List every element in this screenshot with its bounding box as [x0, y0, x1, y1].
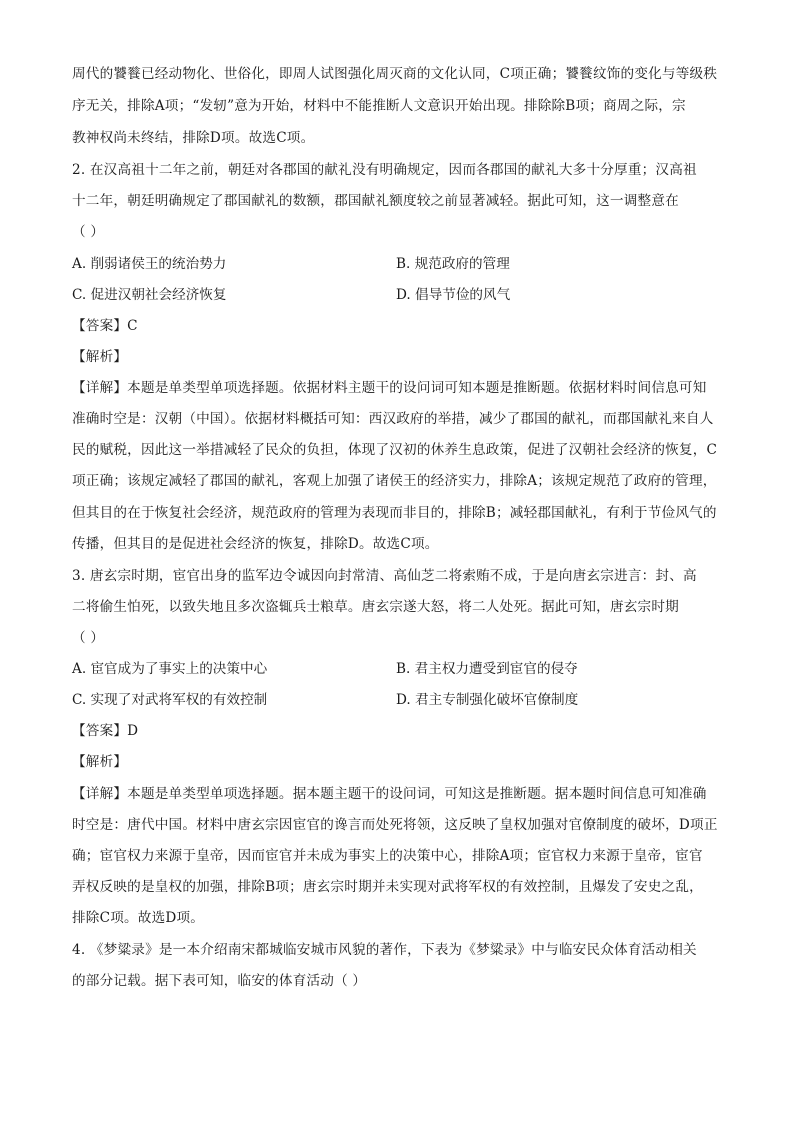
detail-line: 但其目的在于恢复社会经济，规范政府的管理为表现而非目的，排除B；减轻郡国献礼，有利于节俭风气的	[72, 505, 717, 521]
question-stem: 2. 在汉高祖十二年之前，朝廷对各郡国的献礼没有明确规定，因而各郡国的献礼大多十分厚重；汉高祖	[72, 162, 697, 178]
option-b: B. 规范政府的管理	[396, 256, 510, 272]
option-c: C. 实现了对武将军权的有效控制	[72, 692, 268, 708]
paragraph-line: 序无关，排除A项；“发轫”意为开始，材料中不能推断人文意识开始出现。排除除B项；商周之际，宗	[72, 98, 686, 114]
detail-line: 排除C项。故选D项。	[72, 910, 205, 926]
option-c: C. 促进汉朝社会经济恢复	[72, 287, 227, 303]
answer-label: 【答案】D	[72, 723, 139, 739]
analysis-label: 【解析】	[72, 349, 128, 365]
question-stem: 4. 《梦粱录》是一本介绍南宋都城临安城市风貌的著作，下表为《梦粱录》中与临安民众体育活动相关	[72, 942, 697, 958]
detail-line: 传播，但其目的是促进社会经济的恢复，排除D。故选C项。	[72, 536, 439, 552]
paragraph-line: 周代的饕餮已经动物化、世俗化，即周人试图强化周灭商的文化认同，C项正确；饕餮纹饰的变化与等级秩	[72, 66, 718, 82]
detail-line: 弄权反映的是皇权的加强，排除B项；唐玄宗时期并未实现对武将军权的有效控制，且爆发了安史之乱，	[72, 879, 703, 895]
detail-line: 时空是：唐代中国。材料中唐玄宗因宦官的谗言而处死将领，这反映了皇权加强对官僚制度的破坏，D项正	[72, 817, 718, 833]
option-b: B. 君主权力遭受到宦官的侵夺	[396, 661, 578, 677]
answer-label: 【答案】C	[72, 318, 138, 334]
detail-line: 准确时空是：汉朝（中国）。依据材料概括可知：西汉政府的举措，减少了郡国的献礼，而郡国献礼来自人	[72, 411, 714, 427]
option-a: A. 削弱诸侯王的统治势力	[72, 256, 227, 272]
analysis-label: 【解析】	[72, 754, 128, 770]
question-stem: 的部分记载。据下表可知，临安的体育活动（ ）	[72, 973, 367, 989]
option-a: A. 宦官成为了事实上的决策中心	[72, 661, 268, 677]
option-d: D. 君主专制强化破坏官僚制度	[396, 692, 579, 708]
question-stem: 3. 唐玄宗时期，宦官出身的监军边令诚因向封常清、高仙芝二将索贿不成，于是向唐玄宗进言：封、高	[72, 568, 697, 584]
question-blank: （ ）	[72, 224, 105, 240]
detail-line: 【详解】本题是单类型单项选择题。依据材料主题干的设问词可知本题是推断题。依据材料时间信息可知	[72, 380, 707, 396]
detail-line: 项正确；该规定减轻了郡国的献礼，客观上加强了诸侯王的经济实力，排除A；该规定规范了政府的管理，	[72, 473, 717, 489]
option-d: D. 倡导节俭的风气	[396, 287, 511, 303]
paragraph-line: 教神权尚未终结，排除D项。故选C项。	[72, 130, 315, 146]
detail-line: 确；宦官权力来源于皇帝，因而宦官并未成为事实上的决策中心，排除A项；宦官权力来源于皇帝，宦官	[72, 848, 703, 864]
question-stem: 二将偷生怕死，以致失地且多次盗辄兵士粮草。唐玄宗遂大怒，将二人处死。据此可知，唐玄宗时期	[72, 599, 679, 615]
question-stem: 十二年，朝廷明确规定了郡国献礼的数额，郡国献礼额度较之前显著减轻。据此可知，这一调整意在	[72, 193, 679, 209]
question-blank: （ ）	[72, 630, 105, 646]
detail-line: 民的赋税，因此这一举措减轻了民众的负担，体现了汉初的休养生息政策，促进了汉朝社会经济的恢复，C	[72, 442, 718, 458]
detail-line: 【详解】本题是单类型单项选择题。据本题主题干的设问词，可知这是推断题。据本题时间信息可知准确	[72, 786, 707, 802]
